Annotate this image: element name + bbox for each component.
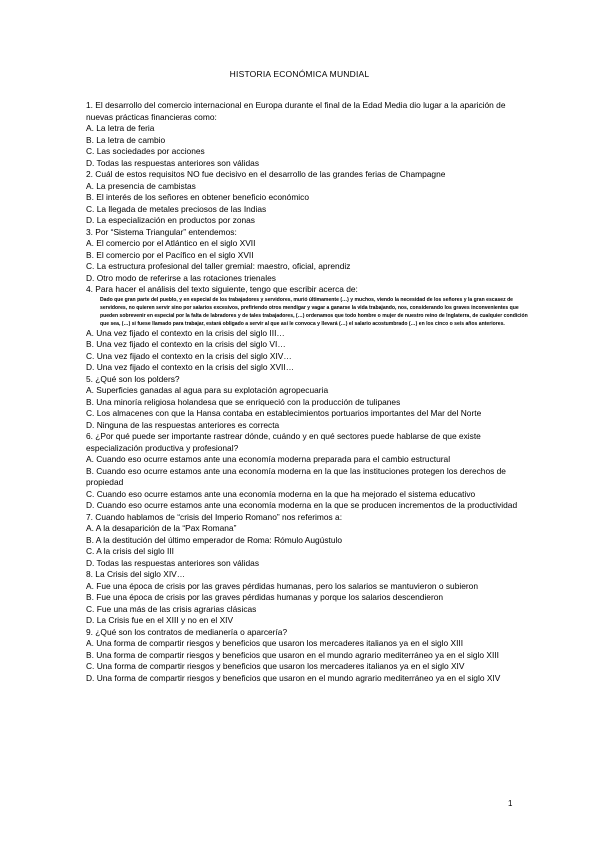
answer-option: D. La Crisis fue en el XIII y no en el XIV <box>86 615 234 626</box>
question-block <box>86 569 526 627</box>
page-number: 1 <box>508 799 513 808</box>
question-block <box>86 374 526 432</box>
question-text: 2. Cuál de estos requisitos NO fue decisivo en el desarrollo de las grandes ferias de Champagne <box>86 169 446 179</box>
answer-option: D. Una vez fijado el contexto en la crisis del siglo XVII… <box>86 362 295 373</box>
answer-option: A. Cuando eso ocurre estamos ante una economía moderna preparada para el cambio estructural <box>86 454 451 465</box>
question-block <box>86 100 526 169</box>
answer-option: C. Cuando eso ocurre estamos ante una economía moderna en la que ha mejorado el sistema educativo <box>86 488 476 499</box>
answer-option: D. Ninguna de las respuestas anteriores es correcta <box>86 419 280 430</box>
answer-option: A. La letra de feria <box>86 123 155 133</box>
question-block <box>86 627 526 685</box>
answer-option: D. Una forma de compartir riesgos y beneficios que usaron en el mundo agrario mediterráneo ya en el siglo XIV <box>86 672 501 683</box>
question-block <box>86 284 526 374</box>
answer-option: A. El comercio por el Atlántico en el siglo XVII <box>86 238 256 248</box>
answer-option: B. El comercio por el Pacífico en el siglo XVII <box>86 249 254 260</box>
question-text: 4. Para hacer el análisis del texto siguiente, tengo que escribir acerca de: <box>86 284 358 294</box>
answer-option: D. Cuando eso ocurre estamos ante una economía moderna en la que se producen incrementos de la productividad <box>86 500 518 511</box>
answer-option: A. A la desaparición de la “Pax Romana” <box>86 523 237 534</box>
question-block <box>86 227 526 285</box>
document-title: HISTORIA ECONÓMICA MUNDIAL <box>229 69 370 79</box>
answer-option: C. La llegada de metales preciosos de las Indias <box>86 203 267 214</box>
answer-option: A. Una vez fijado el contexto en la crisis del siglo III… <box>86 327 285 338</box>
answer-option: C. Una vez fijado el contexto en la crisis del siglo XIV… <box>86 350 292 361</box>
answer-option: B. La letra de cambio <box>86 134 166 145</box>
question-text: 3. Por “Sistema Triangular” entendemos: <box>86 226 237 237</box>
answer-option: C. La estructura profesional del taller gremial: maestro, oficial, aprendiz <box>86 261 351 271</box>
quoted-text: Dado que gran parte del pueblo, y en especial de los trabajadores y servidores, murió últimamente (…) y muchos, viendo la necesidad de los señores y la gran escasez de servidores, no quieren servir sino por salarios excesivos, prefiriendo otros mendigar y vagar a ganarse la vida trabajando, nos, considerando los graves inconvenientes que pueden sobrevenir en especial por la falta de labradores y de tales trabajadores, (…) ordenamos que todo hombre o mujer de nuestro reino de Inglaterra, de cualquier condición que sea, (…) si fuese llamado para trabajar, estará obligado a servir al que así le convoca y llevará (…) el salario acostumbrado (…) en los cinco o seis años anteriores. <box>100 296 528 327</box>
answer-option: B. Una minoría religiosa holandesa que se enriqueció con la producción de tulipanes <box>86 396 401 407</box>
question-text: 7. Cuando hablamos de “crisis del Imperio Romano” nos referimos a: <box>86 511 343 522</box>
answer-option: A. Fue una época de crisis por las graves pérdidas humanas, pero los salarios se mantuvieron o subieron <box>86 580 478 591</box>
answer-option: B. Una vez fijado el contexto en la crisis del siglo VI… <box>86 339 286 350</box>
question-block <box>86 431 526 512</box>
answer-option: B. Cuando eso ocurre estamos ante una economía moderna en la que las instituciones protegen los derechos de propiedad <box>86 465 506 488</box>
question-text: 1. El desarrollo del comercio internacional en Europa durante el final de la Edad Media dio lugar a la aparición de nuevas prácticas financieras como: <box>86 100 506 122</box>
answer-option: D. Otro modo de referirse a las rotaciones trienales <box>86 272 276 283</box>
answer-option: A. Una forma de compartir riesgos y beneficios que usaron los mercaderes italianos ya en el siglo XIII <box>86 638 464 649</box>
question-text: 9. ¿Qué son los contratos de medianería o aparcería? <box>86 626 288 637</box>
answer-option: B. El interés de los señores en obtener beneficio económico <box>86 192 310 202</box>
answer-option: A. La presencia de cambistas <box>86 180 196 191</box>
answer-option: B. A la destitución del último emperador de Roma: Rómulo Augústulo <box>86 534 343 545</box>
answer-option: B. Fue una época de crisis por las graves pérdidas humanas y porque los salarios descendieron <box>86 592 444 603</box>
answer-option: D. Todas las respuestas anteriores son válidas <box>86 157 260 168</box>
answer-option: D. Todas las respuestas anteriores son válidas <box>86 557 260 568</box>
question-list <box>86 100 526 684</box>
answer-option: B. Una forma de compartir riesgos y beneficios que usaron en el mundo agrario mediterráneo ya en el siglo XIII <box>86 649 499 660</box>
answer-option: C. Fue una más de las crisis agrarias clásicas <box>86 603 257 614</box>
answer-option: C. Los almacenes con que la Hansa contaba en establecimientos portuarios importantes del Mar del Norte <box>86 408 482 419</box>
answer-option: C. Una forma de compartir riesgos y beneficios que usaron los mercaderes italianos ya en el siglo XIV <box>86 661 465 672</box>
answer-option: C. Las sociedades por acciones <box>86 146 205 156</box>
answer-option: C. A la crisis del siglo III <box>86 546 174 557</box>
question-block <box>86 169 526 227</box>
question-text: 8. La Crisis del siglo XIV… <box>86 569 186 580</box>
question-text: 5. ¿Qué son los polders? <box>86 373 180 384</box>
answer-option: D. La especialización en productos por zonas <box>86 215 255 225</box>
question-block <box>86 512 526 570</box>
answer-option: A. Superficies ganadas al agua para su explotación agropecuaria <box>86 385 329 396</box>
question-text: 6. ¿Por qué puede ser importante rastrear dónde, cuándo y en qué sectores puede hablarse de que existe especialización productiva y profesional? <box>86 431 481 453</box>
